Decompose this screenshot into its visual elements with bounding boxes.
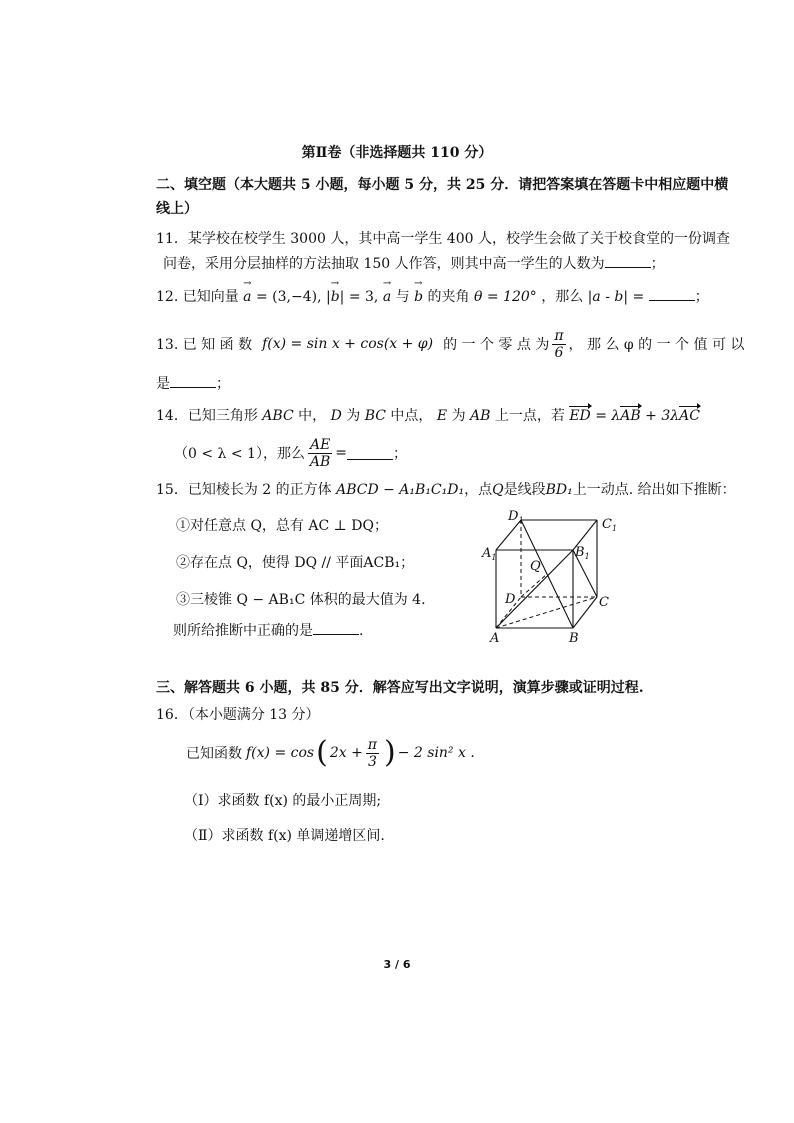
segment-d-q xyxy=(521,574,547,597)
q11-text: 问卷，采用分层抽样的方法抽取 150 人作答，则其中高一学生的人数为 xyxy=(163,256,605,272)
q12-line xyxy=(156,286,709,306)
q14-line2: （0 < λ < 1），那么 $\frac{AE}{AB}$ = ； xyxy=(174,436,408,470)
q13-line2 xyxy=(156,373,230,393)
q13-answer-blank xyxy=(170,375,216,388)
q12-end: ； xyxy=(694,289,709,305)
q11-end: ； xyxy=(650,256,665,272)
label-q: Q xyxy=(530,559,541,574)
q12-text4: ，那么 xyxy=(541,289,584,305)
q16-heading: 16．（本小题满分 13 分） xyxy=(156,707,320,723)
q14-vector-ab: AB xyxy=(620,408,641,424)
label-d: D xyxy=(505,592,516,607)
q12-vector-b2: → b xyxy=(414,289,423,305)
q16-part1: （Ⅰ）求函数 f(x) 的最小正周期; xyxy=(184,793,382,809)
q14-fraction: $\frac{AE}{AB}$ xyxy=(309,436,331,470)
page-number: 3 / 6 xyxy=(383,958,411,971)
q14-answer-blank xyxy=(347,447,393,460)
q12-abs-expr: |a - b| xyxy=(587,289,629,305)
q12-answer-blank xyxy=(649,288,695,301)
edge-a1-d1 xyxy=(496,520,521,550)
section3-heading: 三、解答题共 6 小题，共 85 分．解答应写出文字说明，演算步骤或证明过程. xyxy=(156,680,644,696)
q16-part2: （Ⅱ）求函数 f(x) 单调递增区间. xyxy=(184,828,385,844)
q12-expr2: = 3, xyxy=(348,289,383,305)
q13-line1 xyxy=(156,324,744,364)
label-b: B xyxy=(569,631,579,646)
q12-norm-b: |→ b| xyxy=(326,289,344,305)
q16-function: f(x) = cos xyxy=(246,745,315,761)
q12-theta: θ = 120° xyxy=(473,289,537,305)
q12-vector-a2: → a xyxy=(383,289,391,305)
q12-text5: = xyxy=(632,289,649,305)
q15-answer-blank xyxy=(313,622,359,635)
q13-prefix: 13. 已 知 函 数 xyxy=(156,337,253,353)
q15-statement3: ③三棱锥 Q − AB₁C 体积的最大值为 4. xyxy=(176,592,426,608)
q16-left-paren: ( xyxy=(316,735,328,770)
section2-heading-line2: 线上） xyxy=(156,201,198,217)
label-c: C xyxy=(599,595,609,610)
label-c1: $C_1$ xyxy=(602,517,618,533)
label-d1: $D_1$ xyxy=(508,509,524,525)
edge-b-c xyxy=(573,597,597,628)
q12-text3: 的夹角 xyxy=(427,289,474,305)
q16-fraction: $\frac{\pi}{3}$ xyxy=(367,736,377,770)
q13-fraction: $\frac{\pi}{6}$ xyxy=(554,327,564,361)
diagonal-d1-b xyxy=(521,520,573,628)
q13-line2-text: 是 xyxy=(156,376,170,392)
q14-vector-ed: ED xyxy=(569,408,591,424)
q14-line1: 14．已知三角形 ABC 中， D 为 BC 中点， E 为 AB 上一点，若 ED = λAB + 3λAC xyxy=(156,408,700,424)
q12-vector-a: → a xyxy=(243,289,251,305)
q16-right-paren: ) xyxy=(384,735,396,770)
label-a1: $A_1$ xyxy=(482,546,497,562)
q11-answer-blank xyxy=(605,255,651,268)
cube-figure xyxy=(478,506,628,648)
q11-line1: 11．某学校在校学生 3000 人，其中高一学生 400 人，校学生会做了关于校食堂的一份调查 xyxy=(156,231,730,247)
q15-statement4: 则所给推断中正确的是 . xyxy=(173,623,364,639)
q12-text1: 已知向量 xyxy=(182,289,239,305)
q15-statement1: ①对任意点 Q，总有 AC ⊥ DQ； xyxy=(176,518,388,534)
q16-stem: 已知函数 f(x) = cos ( 2x + $\frac{\pi}{3}$ ) − 2 sin² x . xyxy=(186,735,475,770)
q14-vector-ac: AC xyxy=(679,408,700,424)
label-b1: $B_1$ xyxy=(575,545,590,561)
q13-tail: ， 那 么 φ 的 一 个 值 可 以 xyxy=(568,337,745,353)
section2-heading-line1: 二、填空题（本大题共 5 小题，每小题 5 分，共 25 分．请把答案填在答题卡中相应题中横 xyxy=(156,177,729,193)
q12-expr1: = (3,−4), xyxy=(255,289,326,305)
q13-end: ； xyxy=(216,376,230,392)
q15-line1: 15．已知棱长为 2 的正方体 ABCD − A₁B₁C₁D₁，点Q是线段BD₁上一动点. 给出如下推断： xyxy=(156,482,736,498)
q13-mid: 的 一 个 零 点 为 xyxy=(443,337,550,353)
q15-statement2: ②存在点 Q，使得 DQ // 平面ACB₁； xyxy=(176,555,415,571)
q13-function: f(x) = sin x + cos(x + φ) xyxy=(262,336,434,352)
q12-num: 12. xyxy=(156,289,179,305)
page-title: 第Ⅱ卷（非选择题共 110 分） xyxy=(301,145,493,161)
q11-line2 xyxy=(163,253,665,273)
label-a: A xyxy=(490,631,500,646)
q12-text2: 与 xyxy=(395,289,410,305)
